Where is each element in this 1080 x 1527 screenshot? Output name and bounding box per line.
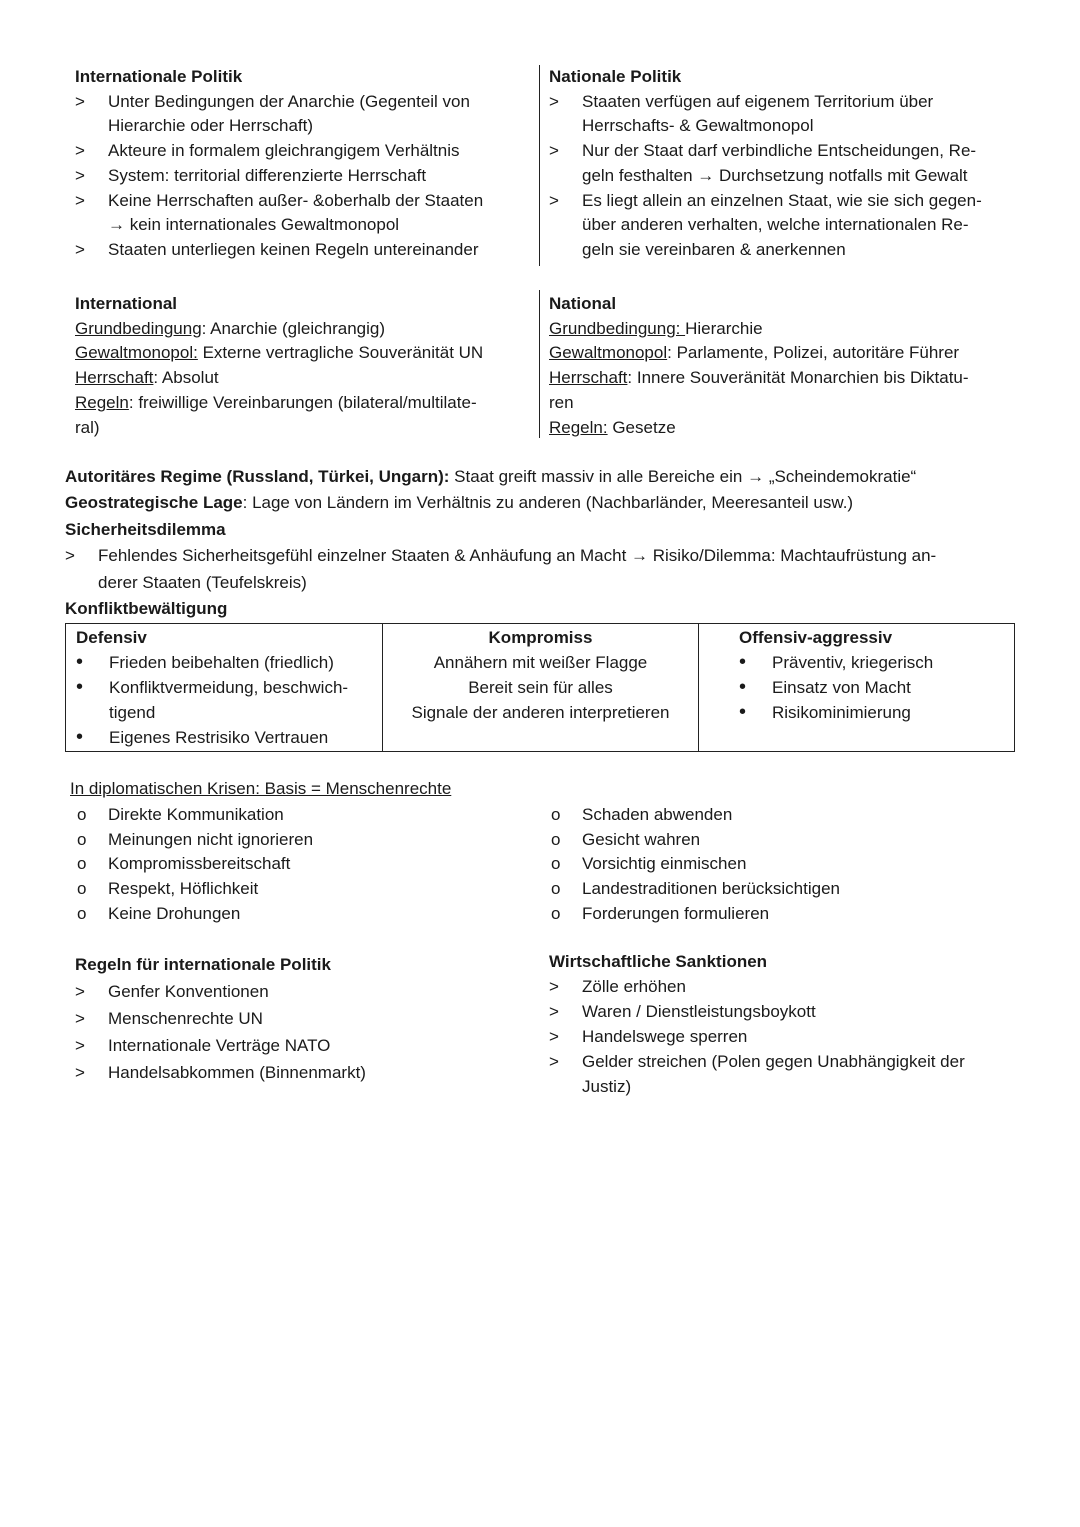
column-title: Offensiv-aggressiv (739, 628, 893, 647)
list-item-text: Schaden abwenden (582, 805, 733, 824)
section-title: Konfliktbewältigung (65, 599, 228, 619)
list-item (75, 164, 483, 189)
section-title: Regeln für internationale Politik (75, 955, 331, 974)
list-item (75, 238, 483, 263)
bullet-marker: > (75, 1036, 85, 1055)
list-item-text: Konfliktvermeidung, beschwich- (109, 678, 349, 697)
section-title: Wirtschaftliche Sanktionen (549, 952, 768, 971)
list-item-text: Keine Drohungen (108, 903, 241, 923)
list-item (549, 1074, 965, 1099)
value: Hierarchie (685, 318, 763, 338)
term: Sicherheitsdilemma (65, 519, 226, 539)
label: Gewaltmonopol: (75, 343, 198, 363)
list-item (549, 238, 982, 263)
value: : Anarchie (gleichrangig) (201, 318, 385, 338)
sanktionen-section (549, 949, 965, 1099)
bullet-marker: • (739, 701, 747, 723)
list-item-text: Vorsichtig einmischen (582, 854, 747, 874)
bullet-marker: o (77, 879, 87, 899)
label: Grundbedingung (75, 318, 202, 338)
bullet-marker: o (77, 903, 87, 923)
list-item (549, 114, 982, 139)
definition: : Lage von Ländern im Verhältnis zu anderen (Nachbarländer, Meeresanteil usw.) (242, 493, 854, 513)
list-item-text: Nur der Staat darf verbindliche Entscheidungen, Re- (582, 141, 977, 161)
bullet-marker: o (551, 879, 561, 899)
regeln-section (75, 951, 366, 1086)
cell-line: Bereit sein für alles (468, 678, 613, 697)
bullet-marker: > (75, 190, 85, 210)
list-item (549, 1049, 965, 1074)
list-item (75, 877, 313, 902)
list-item (75, 978, 366, 1005)
bullet-marker: > (75, 141, 85, 161)
list-item-text: Meinungen nicht ignorieren (108, 829, 314, 849)
bullet-marker: • (739, 651, 747, 673)
bullet-marker: o (77, 805, 87, 824)
list-item-text: Risikominimierung (772, 703, 911, 722)
value: Gesetze (607, 417, 676, 437)
list-item (549, 139, 982, 164)
list-item-text: Frieden beibehalten (friedlich) (109, 653, 334, 672)
list-item-text: Gesicht wahren (582, 829, 701, 849)
list-item (75, 189, 483, 214)
section-title: Nationale Politik (549, 67, 682, 86)
label: Grundbedingung: (549, 318, 686, 338)
list-item-text: Präventiv, kriegerisch (772, 653, 934, 672)
definitions-section (65, 464, 936, 622)
bullet-marker: > (549, 91, 559, 111)
list-item (739, 700, 1004, 725)
list-item (549, 803, 840, 828)
list-item (549, 974, 965, 999)
label: Regeln (75, 392, 129, 412)
international-section (75, 292, 483, 440)
label: Herrschaft (75, 368, 154, 388)
list-item-text: Gelder streichen (Polen gegen Unabhängigkeit der (582, 1052, 965, 1071)
list-item-text: geln sie vereinbaren & anerkennen (582, 239, 846, 259)
bullet-marker: • (76, 726, 84, 748)
list-item (76, 675, 372, 700)
list-item (76, 650, 372, 675)
bullet-text: Fehlendes Sicherheitsgefühl einzelner Staaten & Anhäufung an Macht → Risiko/Dilemma: Machtaufrüstung an- (98, 546, 937, 566)
bullet-marker: > (75, 165, 85, 185)
list-item-text: Hierarchie oder Herrschaft) (108, 116, 314, 136)
list-item-text: Handelswege sperren (582, 1027, 748, 1046)
bullet-marker: > (549, 141, 559, 161)
diplomatie-title (70, 777, 451, 802)
bullet-marker: > (75, 1009, 85, 1028)
bullet-marker: o (551, 903, 561, 923)
diplomatie-list-left (75, 803, 313, 927)
list-item (549, 189, 982, 214)
list-item-text: Genfer Konventionen (108, 982, 269, 1001)
list-item-text: → kein internationales Gewaltmonopol (108, 215, 400, 235)
bullet-marker: > (549, 1027, 559, 1046)
bullet-marker: o (77, 854, 87, 874)
value: Externe vertragliche Souveränität UN (197, 343, 484, 363)
bullet-marker: > (75, 239, 85, 259)
list-item-text: Forderungen formulieren (582, 903, 770, 923)
value: : freiwillige Vereinbarungen (bilateral/multilate- (128, 392, 477, 412)
value: ral) (75, 417, 100, 437)
list-item (75, 852, 313, 877)
list-item-text: Kompromissbereitschaft (108, 854, 291, 874)
list-item-text: Landestraditionen berücksichtigen (582, 879, 841, 899)
bullet-marker: o (551, 805, 561, 824)
list-item (76, 700, 372, 725)
list-item (549, 877, 840, 902)
list-item-text: Akteure in formalem gleichrangigem Verhältnis (108, 141, 460, 161)
bullet-marker: > (75, 1063, 85, 1082)
nationale-politik-section (549, 65, 982, 263)
list-item (75, 213, 483, 238)
offensiv-cell (699, 624, 1015, 752)
bullet-marker: > (549, 1002, 559, 1021)
list-item (75, 803, 313, 828)
list-item (549, 828, 840, 853)
bullet-marker: > (75, 982, 85, 1001)
value: : Innere Souveränität Monarchien bis Diktatu- (627, 368, 969, 388)
value: : Parlamente, Polizei, autoritäre Führer (667, 343, 960, 363)
column-title: Defensiv (76, 628, 147, 647)
bullet-marker: o (551, 854, 561, 874)
list-item (739, 650, 1004, 675)
bullet-marker: > (549, 190, 559, 210)
list-item (75, 139, 483, 164)
list-item (75, 1005, 366, 1032)
list-item (549, 999, 965, 1024)
cell-line: Signale der anderen interpretieren (411, 703, 670, 722)
label: Regeln: (549, 417, 608, 437)
cell-line: Annähern mit weißer Flagge (433, 653, 648, 672)
value: ren (549, 392, 574, 412)
list-item-text: System: territorial differenzierte Herrschaft (108, 165, 427, 185)
list-item-text: Eigenes Restrisiko Vertrauen (109, 728, 329, 747)
section-title: International (75, 294, 178, 313)
bullet-marker: • (76, 676, 84, 698)
defensiv-cell (66, 624, 383, 752)
list-item (549, 1024, 965, 1049)
list-item-text: Zölle erhöhen (582, 977, 686, 996)
list-item-text: Respekt, Höflichkeit (108, 879, 259, 899)
bullet-marker: o (77, 829, 87, 849)
list-item-text: Herrschafts- & Gewaltmonopol (582, 116, 814, 136)
list-item-text: Einsatz von Macht (772, 678, 911, 697)
national-section (549, 292, 969, 440)
column-title: Kompromiss (488, 628, 593, 647)
list-item (549, 90, 982, 115)
list-item-text: Handelsabkommen (Binnenmarkt) (108, 1063, 366, 1082)
column-divider (539, 290, 540, 438)
list-item-text: Keine Herrschaften außer- &oberhalb der Staaten (108, 190, 484, 210)
list-item (76, 725, 372, 750)
list-item (549, 902, 840, 927)
list-item (549, 852, 840, 877)
bullet-marker: o (551, 829, 561, 849)
diplomatie-list-right (549, 803, 840, 927)
list-item (75, 1032, 366, 1059)
column-divider (539, 65, 540, 266)
section-title: National (549, 294, 617, 313)
term: Geostrategische Lage (65, 493, 243, 513)
konflikt-table (65, 623, 1015, 752)
kompromiss-cell (383, 624, 699, 752)
list-item-text: Es liegt allein an einzelnen Staat, wie sie sich gegen- (582, 190, 982, 210)
list-item-text: über anderen verhalten, welche internationalen Re- (582, 215, 969, 235)
list-item-text: Internationale Verträge NATO (108, 1036, 331, 1055)
list-item (549, 164, 982, 189)
bullet-marker: > (65, 546, 75, 566)
value: : Absolut (153, 368, 219, 388)
list-item (739, 675, 1004, 700)
list-item (549, 213, 982, 238)
list-item-text: geln festhalten → Durchsetzung notfalls mit Gewalt (582, 165, 968, 185)
list-item-text: Staaten unterliegen keinen Regeln untereinander (108, 239, 479, 259)
list-item-text: tigend (109, 703, 156, 722)
list-item-text: Direkte Kommunikation (108, 805, 284, 824)
bullet-text: derer Staaten (Teufelskreis) (98, 572, 307, 592)
internationale-politik-section (75, 65, 483, 263)
list-item (75, 902, 313, 927)
bullet-marker: • (76, 651, 84, 673)
list-item-text: Menschenrechte UN (108, 1009, 263, 1028)
bullet-marker: > (549, 1052, 559, 1071)
list-item (75, 114, 483, 139)
bullet-marker: > (549, 977, 559, 996)
list-item-text: Justiz) (582, 1077, 632, 1096)
definition: Staat greift massiv in alle Bereiche ein → „Scheindemokratie“ (449, 467, 917, 486)
term: Autoritäres Regime (Russland, Türkei, Ungarn): (65, 467, 450, 486)
section-title: In diplomatischen Krisen: Basis = Menschenrechte (70, 779, 452, 798)
bullet-marker: > (75, 91, 85, 111)
list-item (75, 828, 313, 853)
list-item-text: Unter Bedingungen der Anarchie (Gegenteil von (108, 91, 470, 111)
list-item-text: Waren / Dienstleistungsboykott (582, 1002, 816, 1021)
list-item (75, 90, 483, 115)
list-item (75, 1059, 366, 1086)
label: Herrschaft (549, 368, 628, 388)
label: Gewaltmonopol (549, 343, 668, 363)
list-item-text: Staaten verfügen auf eigenem Territorium über (582, 91, 934, 111)
bullet-marker: • (739, 676, 747, 698)
section-title: Internationale Politik (75, 67, 243, 86)
